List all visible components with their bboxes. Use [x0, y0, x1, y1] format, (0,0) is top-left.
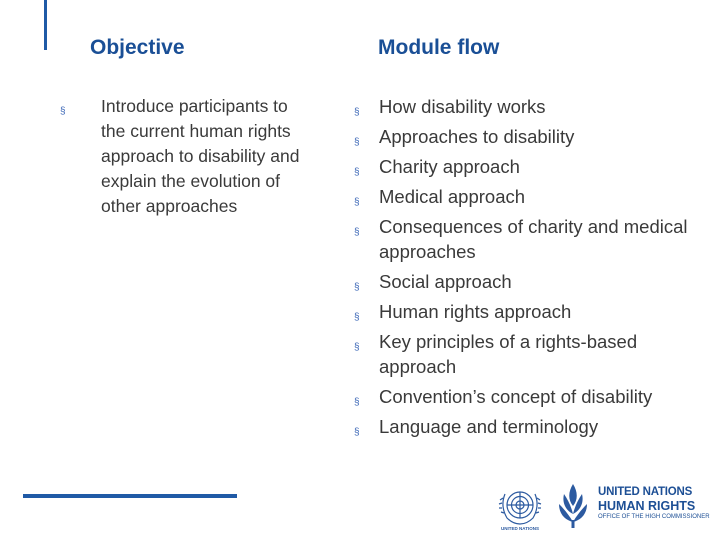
footer-accent-bar — [23, 494, 237, 498]
bullet-icon: § — [354, 107, 360, 118]
ohchr-line-hr: HUMAN RIGHTS — [598, 499, 696, 513]
module-flow-item — [354, 329, 704, 379]
un-emblem-label: UNITED NATIONS — [501, 526, 539, 531]
module-flow-item — [354, 184, 704, 209]
top-accent-bar — [44, 0, 47, 50]
module-flow-item-text: Language and terminology — [379, 416, 599, 437]
module-flow-list — [354, 94, 704, 444]
bullet-icon: § — [354, 137, 360, 148]
bullet-icon: § — [354, 197, 360, 208]
logo-area — [497, 480, 712, 536]
ohchr-line-office: OFFICE OF THE HIGH COMMISSIONER — [598, 514, 710, 520]
un-emblem-icon — [497, 484, 543, 532]
module-flow-item-text: Key principles of a rights-based approach — [379, 331, 638, 377]
module-flow-item — [354, 299, 704, 324]
objective-item-text: Introduce participants to the current human rights approach to disability and explain the evolution of other approaches — [101, 96, 300, 216]
bullet-icon: § — [354, 282, 360, 293]
ohchr-emblem-icon — [555, 480, 591, 530]
module-flow-item — [354, 214, 704, 264]
objective-heading: Objective — [90, 36, 185, 59]
module-flow-item — [354, 154, 704, 179]
bullet-icon: § — [354, 227, 360, 238]
module-flow-item — [354, 269, 704, 294]
module-flow-heading: Module flow — [378, 36, 500, 59]
module-flow-item — [354, 124, 704, 149]
module-flow-item — [354, 94, 704, 119]
ohchr-line-un: UNITED NATIONS — [598, 486, 693, 498]
module-flow-item-text: Social approach — [379, 271, 512, 292]
bullet-icon: § — [354, 342, 360, 353]
module-flow-item — [354, 384, 704, 409]
objective-list — [60, 94, 305, 219]
module-flow-item-text: Convention’s concept of disability — [379, 386, 653, 407]
objective-item — [60, 94, 305, 219]
ohchr-wordmark — [598, 486, 710, 522]
module-flow-item — [354, 414, 704, 439]
module-flow-item-text: Human rights approach — [379, 301, 572, 322]
module-flow-item-text: Approaches to disability — [379, 126, 575, 147]
bullet-icon: § — [60, 106, 66, 117]
bullet-icon: § — [354, 312, 360, 323]
module-flow-item-text: Charity approach — [379, 156, 520, 177]
module-flow-item-text: Medical approach — [379, 186, 526, 207]
bullet-icon: § — [354, 167, 360, 178]
module-flow-item-text: How disability works — [379, 96, 546, 117]
bullet-icon: § — [354, 397, 360, 408]
module-flow-item-text: Consequences of charity and medical approaches — [379, 216, 688, 262]
bullet-icon: § — [354, 427, 360, 438]
